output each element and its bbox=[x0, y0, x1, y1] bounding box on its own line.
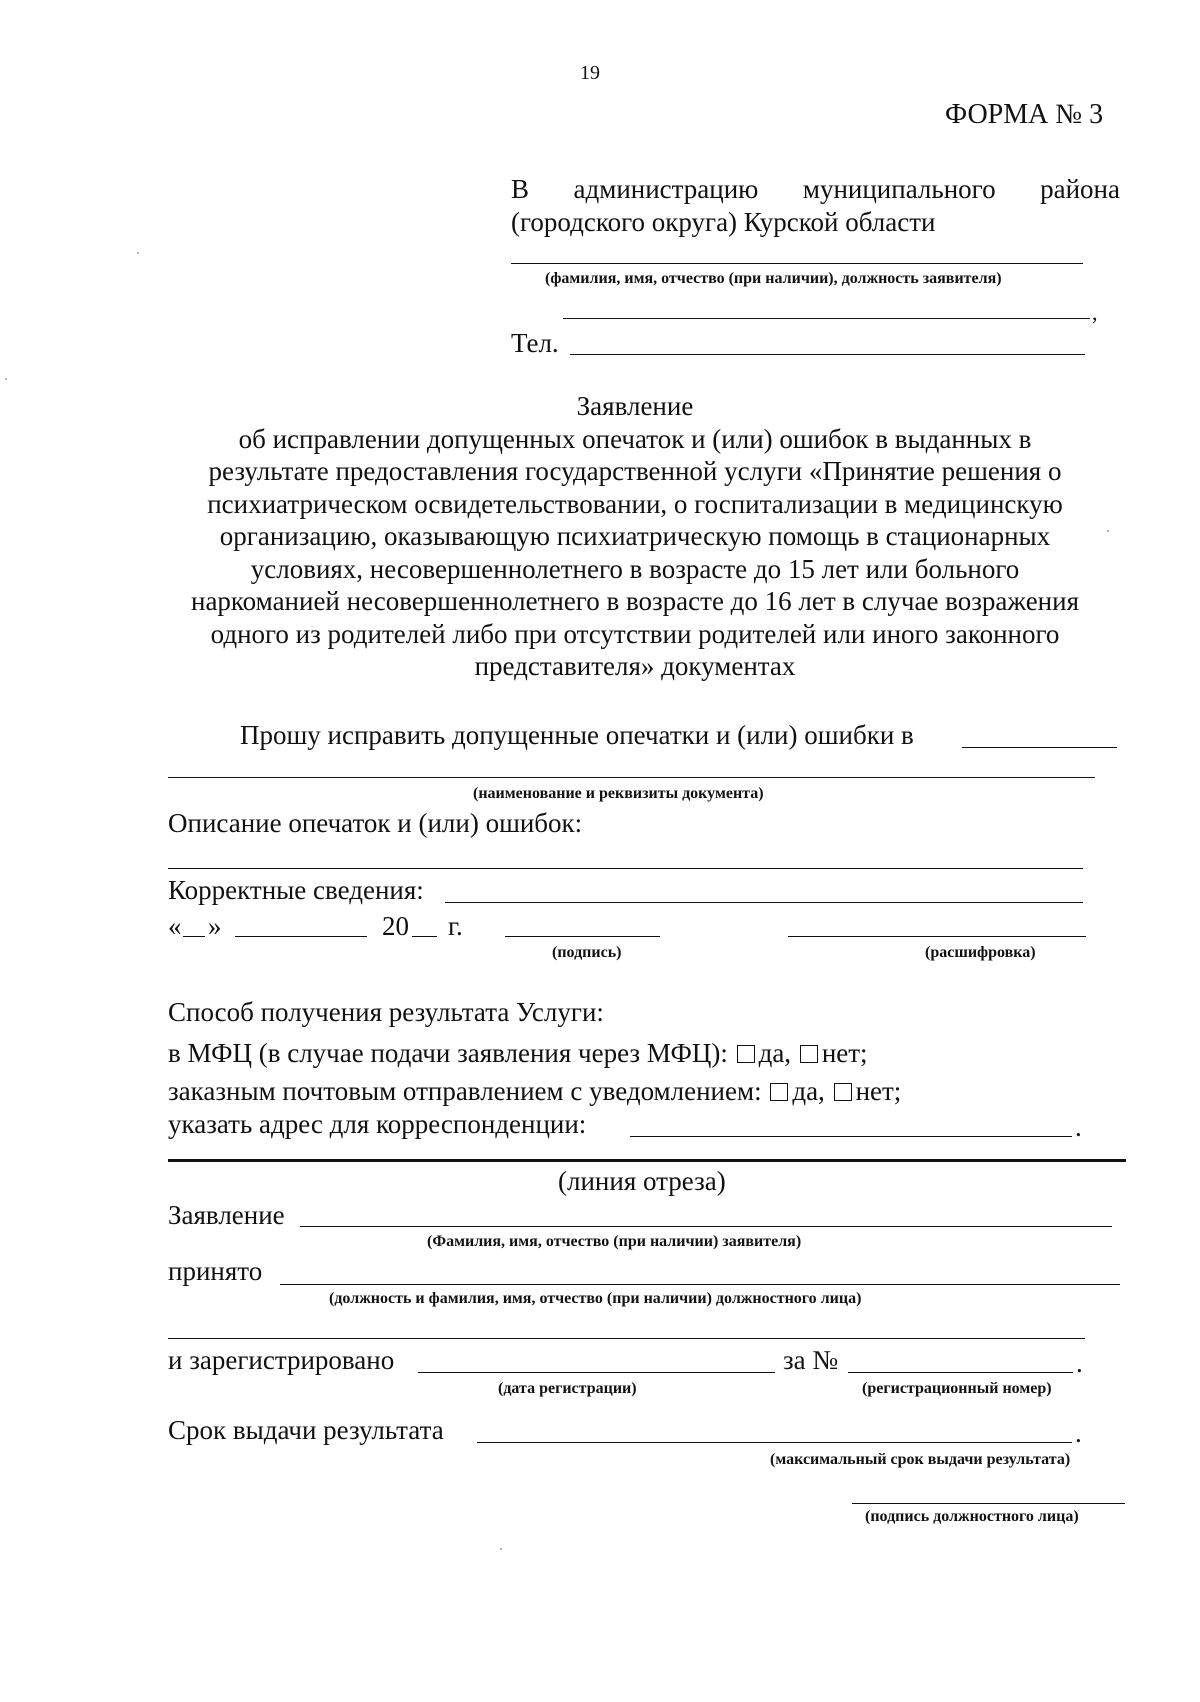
request-text: Прошу исправить допущенные опечатки и (или) ошибки в bbox=[240, 720, 914, 750]
address-label: указать адрес для корреспонденции: bbox=[168, 1109, 587, 1139]
registration-number-caption: (регистрационный номер) bbox=[862, 1380, 1052, 1397]
document-field-start[interactable] bbox=[962, 747, 1117, 748]
statement-heading: Заявление bbox=[576, 391, 694, 421]
yes-label: да, bbox=[758, 1038, 792, 1068]
errors-field[interactable] bbox=[168, 868, 1083, 869]
statement-title-line: результате предоставления государственной услуги «Принятие решения о bbox=[208, 456, 1062, 486]
statement-title-line: организацию, оказывающую психиатрическую помощь в стационарных bbox=[219, 521, 1051, 551]
statement-title-line: наркоманией несовершеннолетнего в возрасте до 16 лет в случае возражения bbox=[191, 586, 1079, 616]
applicant-extra-field[interactable] bbox=[563, 318, 1090, 319]
mfc-label: в МФЦ (в случае подачи заявления через МФЦ): bbox=[168, 1038, 728, 1068]
decoding-field[interactable] bbox=[788, 936, 1086, 937]
mail-no-checkbox[interactable] bbox=[834, 1083, 852, 1101]
receipt-official-caption: (должность и фамилия, имя, отчество (при наличии) должностного лица) bbox=[329, 1290, 862, 1307]
recipient-line-2: (городского округа) Курской области bbox=[511, 207, 936, 237]
registration-number-label: за № bbox=[783, 1345, 839, 1375]
document-field[interactable] bbox=[168, 777, 1095, 778]
cut-line-label: (линия отреза) bbox=[558, 1166, 726, 1196]
statement-title-line: условиях, несовершеннолетнего в возрасте до 15 лет или больного bbox=[250, 553, 1020, 584]
applicant-name-field[interactable] bbox=[511, 263, 1083, 264]
scan-speck bbox=[1107, 530, 1109, 532]
comma: , bbox=[1092, 300, 1098, 325]
yes-label: да, bbox=[792, 1076, 825, 1106]
date-month-field[interactable] bbox=[235, 936, 367, 937]
date-year-prefix: 20 bbox=[382, 911, 409, 941]
recipient-line-1 bbox=[511, 174, 1120, 204]
correct-label: Корректные сведения: bbox=[168, 875, 424, 905]
recipient-word: В bbox=[511, 174, 530, 204]
page-number: 19 bbox=[580, 62, 600, 84]
statement-title-line: одного из родителей либо при отсутствии родителей или иного законного bbox=[210, 618, 1060, 649]
applicant-caption: (фамилия, имя, отчество (при наличии), должность заявителя) bbox=[545, 270, 1002, 287]
delivery-heading: Способ получения результата Услуги: bbox=[168, 997, 604, 1027]
decoding-caption: (расшифровка) bbox=[925, 944, 1036, 961]
address-field[interactable] bbox=[630, 1136, 1072, 1137]
address-period: . bbox=[1075, 1112, 1082, 1142]
cut-line-rule bbox=[168, 1159, 1126, 1162]
date-year-suffix: г. bbox=[448, 911, 463, 941]
deadline-period: . bbox=[1075, 1418, 1082, 1448]
receipt-applicant-caption: (Фамилия, имя, отчество (при наличии) заявителя) bbox=[427, 1233, 802, 1250]
delivery-mail-row bbox=[168, 1076, 901, 1106]
statement-title bbox=[150, 390, 1120, 683]
errors-label: Описание опечаток и (или) ошибок: bbox=[168, 808, 583, 838]
mail-label: заказным почтовым отправлением с уведомлением: bbox=[168, 1076, 762, 1106]
registration-number-field[interactable] bbox=[848, 1372, 1073, 1373]
mfc-no-checkbox[interactable] bbox=[800, 1045, 818, 1063]
deadline-field[interactable] bbox=[477, 1442, 1072, 1443]
signature-field[interactable] bbox=[505, 936, 660, 937]
official-signature-field[interactable] bbox=[852, 1503, 1125, 1504]
registration-date-field[interactable] bbox=[418, 1372, 775, 1373]
statement-title-line: представителя» документах bbox=[474, 651, 796, 681]
date-open-quote: « bbox=[168, 911, 182, 941]
form-number: ФОРМА № 3 bbox=[945, 99, 1104, 130]
statement-title-line: психиатрическом освидетельствовании, о госпитализации в медицинскую bbox=[207, 488, 1063, 519]
receipt-applicant-field[interactable] bbox=[300, 1226, 1112, 1227]
statement-title-line: об исправлении допущенных опечаток и (или) ошибок в выданных в bbox=[238, 423, 1032, 454]
no-label: нет; bbox=[855, 1076, 902, 1106]
receipt-registered-label: и зарегистрировано bbox=[168, 1345, 395, 1375]
recipient-word: администрацию bbox=[573, 174, 759, 204]
registration-date-caption: (дата регистрации) bbox=[498, 1380, 637, 1397]
delivery-mfc-row bbox=[168, 1038, 868, 1068]
recipient-word: муниципального bbox=[802, 174, 996, 204]
scan-speck bbox=[137, 252, 139, 254]
receipt-official-field-2[interactable] bbox=[168, 1338, 1085, 1339]
deadline-caption: (максимальный срок выдачи результата) bbox=[770, 1451, 1071, 1468]
signature-caption: (подпись) bbox=[552, 944, 622, 961]
tel-field[interactable] bbox=[570, 354, 1085, 355]
correct-field[interactable] bbox=[445, 902, 1083, 903]
mfc-yes-checkbox[interactable] bbox=[737, 1045, 755, 1063]
no-label: нет; bbox=[821, 1038, 868, 1068]
date-close-quote: » bbox=[208, 911, 222, 941]
registration-period: . bbox=[1076, 1348, 1083, 1378]
document-caption: (наименование и реквизиты документа) bbox=[473, 785, 764, 802]
receipt-official-field[interactable] bbox=[280, 1284, 1120, 1285]
scan-speck bbox=[5, 378, 7, 380]
date-day-field[interactable] bbox=[183, 936, 205, 937]
scan-speck bbox=[500, 1548, 502, 1550]
deadline-label: Срок выдачи результата bbox=[168, 1415, 444, 1445]
tel-label: Тел. bbox=[511, 328, 559, 358]
official-signature-caption: (подпись должностного лица) bbox=[865, 1508, 1079, 1525]
date-year-field[interactable] bbox=[412, 936, 437, 937]
receipt-statement-label: Заявление bbox=[168, 1200, 285, 1230]
recipient-word: района bbox=[1040, 174, 1120, 204]
mail-yes-checkbox[interactable] bbox=[770, 1083, 788, 1101]
receipt-accepted-label: принято bbox=[168, 1256, 263, 1286]
